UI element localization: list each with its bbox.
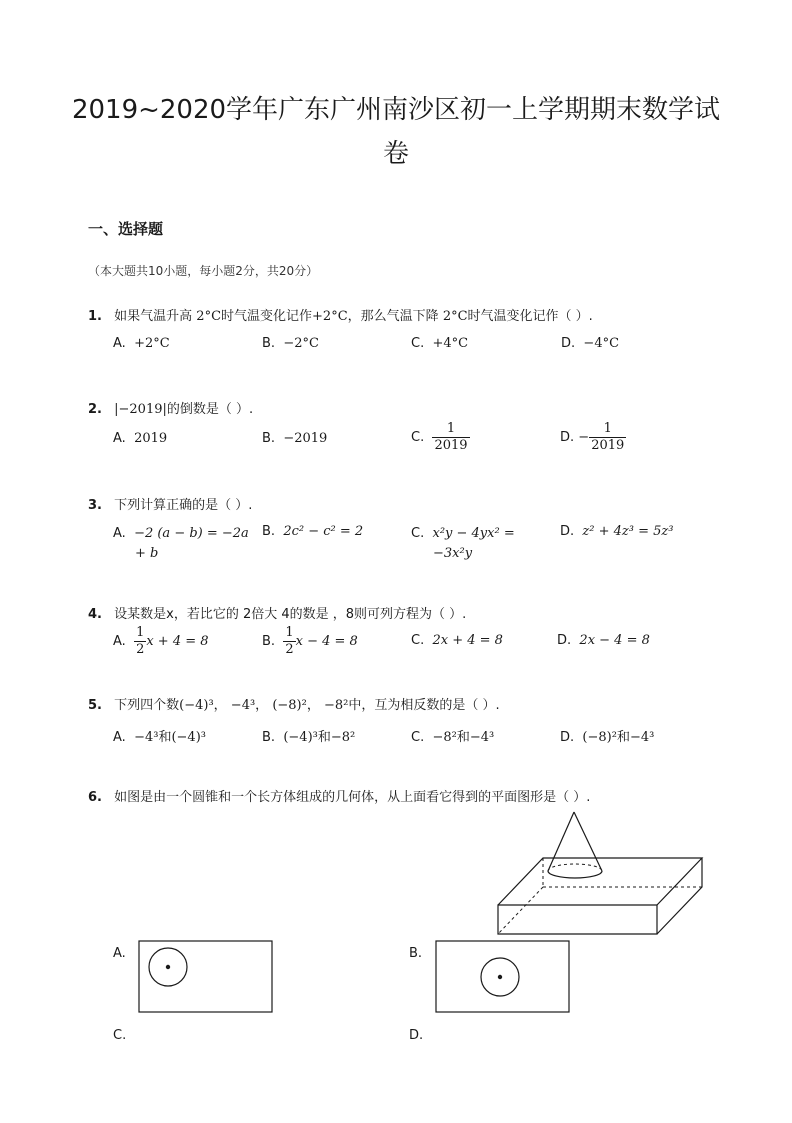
question-stem: 如果气温升高 [114, 309, 193, 324]
option-label: D. [561, 336, 576, 351]
option-d[interactable] [560, 421, 626, 454]
option-a[interactable] [113, 336, 170, 351]
question-number: 3. [88, 498, 102, 513]
option-label: C. [411, 430, 425, 445]
option-label: C. [411, 730, 425, 745]
math-expression: (−8)² [582, 730, 617, 745]
question-stem: 中，互为相反数的是（ ）. [348, 698, 500, 713]
section-heading: 一、选择题 [88, 220, 164, 238]
question-3 [88, 494, 252, 513]
option-c[interactable] [411, 524, 515, 564]
fraction [432, 421, 469, 454]
option-b[interactable] [262, 524, 363, 539]
denominator: 2019 [434, 438, 468, 453]
question-stem: 如图是由一个圆锥和一个长方体组成的几何体，从上面看它得到的平面图形是（ ）. [114, 790, 591, 805]
option-value: 2x − 4 = 8 [579, 633, 650, 648]
option-value: −2019 [283, 431, 328, 446]
option-label: A. [113, 526, 126, 541]
option-label: D. [409, 1028, 424, 1043]
fraction [589, 421, 626, 454]
conjunction: 和 [616, 730, 630, 745]
option-c[interactable] [411, 421, 470, 454]
option-label: A. [113, 946, 126, 961]
question-number: 4. [88, 607, 102, 622]
option-label: B. [262, 431, 276, 446]
option-a[interactable] [113, 726, 206, 745]
denominator: 2 [285, 642, 294, 657]
math-expression: (−4)³ [283, 730, 318, 745]
math-expression: |−2019| [114, 402, 167, 417]
option-b[interactable] [262, 726, 355, 745]
math-expression: −8² [432, 730, 457, 745]
option-label: A. [113, 730, 126, 745]
cone-on-cuboid-figure [490, 808, 740, 938]
math-expression: 2°C [442, 309, 468, 324]
option-a[interactable] [113, 524, 249, 564]
math-expression: −4³ [629, 730, 655, 745]
option-value: x − 4 = 8 [295, 634, 358, 649]
option-label: A. [113, 336, 126, 351]
option-value: +4°C [432, 336, 469, 351]
option-label: B. [262, 336, 276, 351]
conjunction: 和 [456, 730, 470, 745]
option-value: +2°C [134, 336, 170, 351]
option-c[interactable] [411, 726, 494, 745]
fraction [283, 625, 295, 658]
denominator: 2 [136, 642, 145, 657]
option-b[interactable] [262, 336, 319, 351]
conjunction: 和 [317, 730, 331, 745]
numerator: 1 [285, 625, 294, 640]
option-label: C. [411, 633, 425, 648]
numerator: 1 [136, 625, 145, 640]
option-label: A. [113, 431, 126, 446]
option-value-continued: −3x²y [433, 546, 473, 561]
page-title-line2: 卷 [382, 139, 409, 169]
option-label: D. [560, 524, 575, 539]
question-1 [88, 305, 593, 324]
option-d[interactable] [560, 524, 673, 539]
math-expression: −4³ [469, 730, 495, 745]
denominator: 2019 [591, 438, 625, 453]
conjunction: 和 [158, 730, 172, 745]
option-label: C. [411, 526, 425, 541]
question-number: 2. [88, 402, 102, 417]
question-4 [88, 603, 466, 622]
option-b[interactable] [262, 431, 327, 446]
option-label: B. [262, 524, 276, 539]
page-title-line1: 2019~2020学年广东广州南沙区初一上学期期末数学试 [71, 95, 721, 125]
math-expression: 2°C [196, 309, 222, 324]
option-label: D. [560, 730, 575, 745]
option-label: D. [560, 430, 575, 445]
question-number: 6. [88, 790, 102, 805]
option-label: D. [557, 633, 572, 648]
minus-sign: − [578, 430, 590, 445]
option-b[interactable] [262, 625, 358, 658]
option-c[interactable] [113, 1028, 126, 1043]
option-label: A. [113, 634, 126, 649]
question-5 [88, 694, 500, 713]
question-6 [88, 786, 590, 805]
option-a-figure [138, 940, 274, 1014]
section-note: （本大题共10小题，每小题2分，共20分） [88, 264, 319, 278]
question-stem: 下列计算正确的是（ ）. [114, 498, 253, 513]
question-2 [88, 398, 253, 417]
option-value: z² + 4z³ = 5z³ [582, 524, 674, 539]
option-label: B. [262, 634, 276, 649]
option-value: 2x + 4 = 8 [432, 633, 503, 648]
math-expression: (−4)³， −4³， (−8)²， −8² [179, 698, 349, 713]
numerator: 1 [589, 421, 626, 438]
option-a[interactable] [113, 946, 126, 961]
option-a[interactable] [113, 625, 209, 658]
option-d[interactable] [409, 1028, 423, 1043]
option-label: C. [411, 336, 425, 351]
option-d[interactable] [561, 336, 619, 351]
question-stem: 设某数是x，若比它的 2倍大 4的数是 ，8则可列方程为（ ）. [114, 607, 467, 622]
question-number: 1. [88, 309, 102, 324]
option-label: B. [409, 946, 423, 961]
option-b-figure [435, 940, 571, 1014]
numerator: 1 [432, 421, 469, 438]
math-expression: −4³ [134, 730, 159, 745]
option-label: B. [262, 730, 276, 745]
math-expression: (−4)³ [171, 730, 206, 745]
option-d[interactable] [557, 633, 650, 648]
question-number: 5. [88, 698, 102, 713]
question-stem: ，那么气温下降 [347, 309, 439, 324]
option-c[interactable] [411, 336, 468, 351]
option-value: 2c² − c² = 2 [283, 524, 364, 539]
question-stem: 时气温变化记作（ ）. [467, 309, 593, 324]
option-value: x + 4 = 8 [146, 634, 209, 649]
fraction [134, 625, 146, 658]
option-value: 2019 [134, 431, 168, 446]
option-a[interactable] [113, 431, 167, 446]
option-b[interactable] [409, 946, 422, 961]
math-expression: −8² [330, 730, 356, 745]
option-c[interactable] [411, 633, 503, 648]
option-value: −2°C [283, 336, 319, 351]
option-value: −4°C [583, 336, 620, 351]
option-value: x²y − 4yx² = [432, 526, 515, 541]
option-label: C. [113, 1028, 127, 1043]
math-expression: +2°C [312, 309, 348, 324]
option-value: −2 (a − b) = −2a [134, 526, 249, 541]
option-d[interactable] [560, 726, 654, 745]
question-stem: 的倒数是（ ）. [166, 402, 254, 417]
question-stem: 时气温变化记作 [221, 309, 313, 324]
question-stem: 下列四个数 [114, 698, 180, 713]
option-value-continued: + b [135, 546, 159, 561]
